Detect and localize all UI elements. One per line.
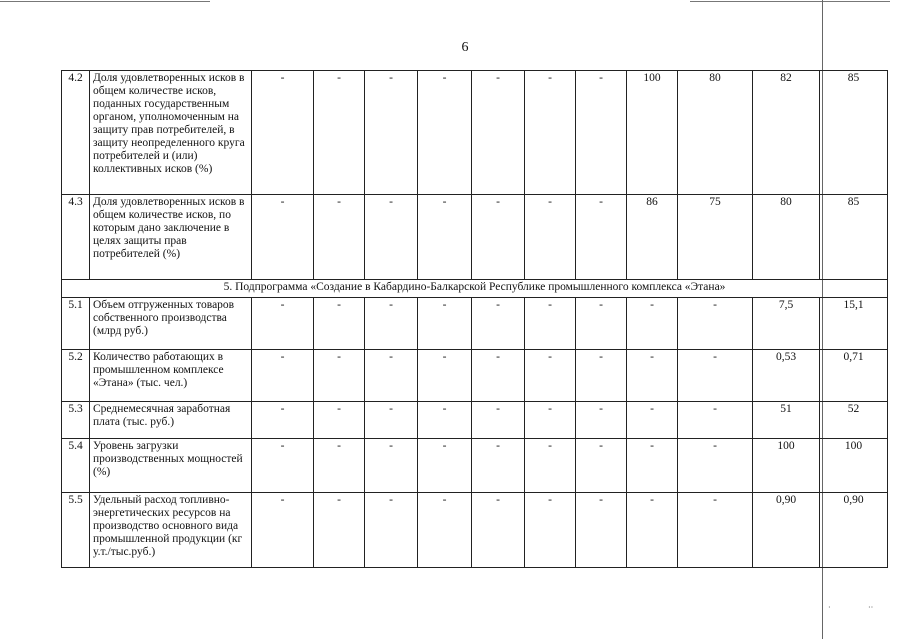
empty-value-cell: - xyxy=(472,493,525,568)
empty-value-cell: - xyxy=(678,298,753,350)
table-row xyxy=(62,350,888,402)
empty-value-cell: - xyxy=(678,439,753,493)
value-cell: 80 xyxy=(753,195,820,280)
empty-value-cell: - xyxy=(525,493,576,568)
indicator-name: Уровень загрузки производственных мощностей (%) xyxy=(90,439,252,493)
empty-value-cell: - xyxy=(525,439,576,493)
empty-value-cell: - xyxy=(678,402,753,439)
table-row xyxy=(62,402,888,439)
empty-value-cell: - xyxy=(365,350,418,402)
empty-value-cell: - xyxy=(365,493,418,568)
indicators-table xyxy=(61,70,888,568)
row-number: 5.3 xyxy=(62,402,90,439)
empty-value-cell: - xyxy=(576,298,627,350)
empty-value-cell: - xyxy=(576,493,627,568)
indicator-name: Удельный расход топливно-энергетических ресурсов на производство основного вида промышленной продукции (кг у.т./тыс.руб.) xyxy=(90,493,252,568)
value-cell: 7,5 xyxy=(753,298,820,350)
empty-value-cell: - xyxy=(252,195,314,280)
empty-value-cell: - xyxy=(678,493,753,568)
table-row xyxy=(62,439,888,493)
row-number: 4.2 xyxy=(62,71,90,195)
scan-edge-line-left xyxy=(0,1,210,2)
empty-value-cell: - xyxy=(365,298,418,350)
empty-value-cell: - xyxy=(472,298,525,350)
empty-value-cell: - xyxy=(418,298,472,350)
indicator-name: Объем отгруженных товаров собственного производства (млрд руб.) xyxy=(90,298,252,350)
row-number: 4.3 xyxy=(62,195,90,280)
scan-edge-line-right xyxy=(690,1,890,2)
empty-value-cell: - xyxy=(525,350,576,402)
empty-value-cell: - xyxy=(418,71,472,195)
empty-value-cell: - xyxy=(252,71,314,195)
empty-value-cell: - xyxy=(472,71,525,195)
empty-value-cell: - xyxy=(418,402,472,439)
value-cell: 82 xyxy=(753,71,820,195)
empty-value-cell: - xyxy=(314,298,365,350)
section-title: 5. Подпрограмма «Создание в Кабардино-Балкарской Республике промышленного комплекса «Этана» xyxy=(62,280,888,298)
empty-value-cell: - xyxy=(418,350,472,402)
value-cell: 100 xyxy=(753,439,820,493)
empty-value-cell: - xyxy=(576,439,627,493)
empty-value-cell: - xyxy=(472,402,525,439)
empty-value-cell: - xyxy=(314,195,365,280)
empty-value-cell: - xyxy=(525,402,576,439)
empty-value-cell: - xyxy=(314,71,365,195)
empty-value-cell: - xyxy=(418,195,472,280)
empty-value-cell: - xyxy=(627,350,678,402)
table-row xyxy=(62,298,888,350)
empty-value-cell: - xyxy=(525,195,576,280)
empty-value-cell: - xyxy=(252,298,314,350)
empty-value-cell: - xyxy=(525,298,576,350)
empty-value-cell: - xyxy=(627,402,678,439)
row-number: 5.1 xyxy=(62,298,90,350)
value-cell: 100 xyxy=(627,71,678,195)
indicator-name: Доля удовлетворенных исков в общем количестве исков, по которым дано заключение в целях защиты прав потребителей (%) xyxy=(90,195,252,280)
empty-value-cell: - xyxy=(472,350,525,402)
empty-value-cell: - xyxy=(576,350,627,402)
scan-speck: · xyxy=(828,603,831,612)
empty-value-cell: - xyxy=(525,71,576,195)
empty-value-cell: - xyxy=(314,350,365,402)
empty-value-cell: - xyxy=(365,439,418,493)
value-cell: 85 xyxy=(820,195,888,280)
empty-value-cell: - xyxy=(314,493,365,568)
empty-value-cell: - xyxy=(365,71,418,195)
empty-value-cell: - xyxy=(576,195,627,280)
value-cell: 0,53 xyxy=(753,350,820,402)
row-number: 5.5 xyxy=(62,493,90,568)
indicator-name: Количество работающих в промышленном комплексе «Этана» (тыс. чел.) xyxy=(90,350,252,402)
value-cell: 51 xyxy=(753,402,820,439)
empty-value-cell: - xyxy=(252,350,314,402)
page-number: 6 xyxy=(461,40,469,55)
value-cell: 15,1 xyxy=(820,298,888,350)
value-cell: 75 xyxy=(678,195,753,280)
scan-speck: ·· xyxy=(868,603,874,612)
value-cell: 85 xyxy=(820,71,888,195)
value-cell: 0,90 xyxy=(753,493,820,568)
empty-value-cell: - xyxy=(627,493,678,568)
empty-value-cell: - xyxy=(365,402,418,439)
empty-value-cell: - xyxy=(678,350,753,402)
section-row xyxy=(62,280,888,298)
empty-value-cell: - xyxy=(252,493,314,568)
indicator-name: Доля удовлетворенных исков в общем количестве исков, поданных государственным органом, уполномоченным на защиту прав потребителей, в защиту неопределенного круга потребителей и (или) коллективных исков (%) xyxy=(90,71,252,195)
row-number: 5.2 xyxy=(62,350,90,402)
table-row xyxy=(62,493,888,568)
empty-value-cell: - xyxy=(627,298,678,350)
value-cell: 86 xyxy=(627,195,678,280)
table-row xyxy=(62,71,888,195)
table-row xyxy=(62,195,888,280)
value-cell: 52 xyxy=(820,402,888,439)
empty-value-cell: - xyxy=(418,493,472,568)
empty-value-cell: - xyxy=(627,439,678,493)
empty-value-cell: - xyxy=(472,439,525,493)
empty-value-cell: - xyxy=(314,439,365,493)
empty-value-cell: - xyxy=(365,195,418,280)
value-cell: 100 xyxy=(820,439,888,493)
row-number: 5.4 xyxy=(62,439,90,493)
empty-value-cell: - xyxy=(576,402,627,439)
empty-value-cell: - xyxy=(252,402,314,439)
empty-value-cell: - xyxy=(418,439,472,493)
empty-value-cell: - xyxy=(314,402,365,439)
empty-value-cell: - xyxy=(252,439,314,493)
value-cell: 0,90 xyxy=(820,493,888,568)
indicator-name: Среднемесячная заработная плата (тыс. руб.) xyxy=(90,402,252,439)
value-cell: 0,71 xyxy=(820,350,888,402)
empty-value-cell: - xyxy=(576,71,627,195)
value-cell: 80 xyxy=(678,71,753,195)
empty-value-cell: - xyxy=(472,195,525,280)
